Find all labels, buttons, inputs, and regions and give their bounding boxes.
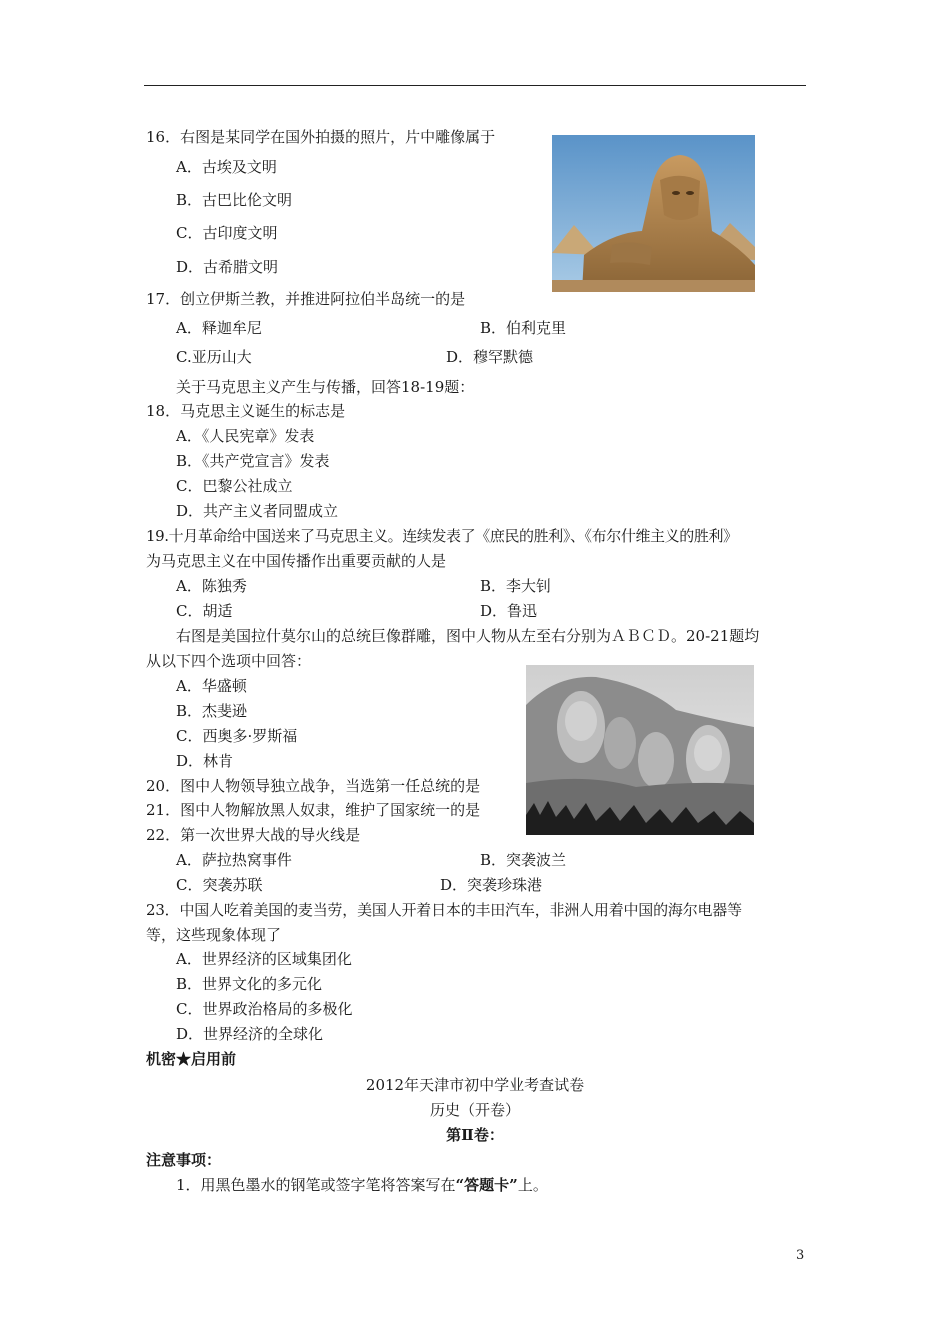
- q22-option-c: C．突袭苏联: [176, 876, 263, 894]
- q22-option-d: D．突袭珍珠港: [440, 876, 543, 894]
- q19-stem-line2: 为马克思主义在中国传播作出重要贡献的人是: [146, 552, 447, 570]
- q17-option-b: B．伯利克里: [480, 319, 567, 337]
- q22-option-b: B．突袭波兰: [480, 851, 567, 869]
- q22-stem: 22．第一次世界大战的导火线是: [146, 826, 361, 844]
- q16-stem: 16．右图是某同学在国外拍摄的照片，片中雕像属于: [146, 128, 496, 146]
- q22-option-a: A．萨拉热窝事件: [176, 851, 292, 869]
- q23-option-c: C．世界政治格局的多极化: [176, 1000, 353, 1018]
- intro-20-21-line2: 从以下四个选项中回答：: [146, 652, 312, 670]
- q23-option-b: B．世界文化的多元化: [176, 975, 323, 993]
- notice-heading: 注意事项：: [146, 1151, 222, 1169]
- q23-option-a: A．世界经济的区域集团化: [176, 950, 352, 968]
- confidential-mark: 机密★启用前: [146, 1050, 237, 1068]
- intro20-option-c: C．西奥多·罗斯福: [176, 727, 298, 745]
- notice-item-1-post: 上。: [517, 1176, 548, 1194]
- intro-20-21-line1: 右图是美国拉什莫尔山的总统巨像群雕，图中人物从左至右分别为ＡＢＣＤ。20-21题均: [176, 627, 760, 645]
- intro20-option-a: A．华盛顿: [176, 677, 247, 695]
- mount-rushmore-photo: [526, 665, 754, 835]
- q16-option-c: C．古印度文明: [176, 224, 278, 242]
- q23-stem-line1: 23．中国人吃着美国的麦当劳，美国人开着日本的丰田汽车，非洲人用着中国的海尔电器等: [146, 901, 742, 919]
- intro20-option-b: B．杰斐逊: [176, 702, 248, 720]
- notice-item-1-pre: 1．用黑色墨水的钢笔或签字笔将答案写在: [176, 1176, 456, 1194]
- q23-stem-line2: 等，这些现象体现了: [146, 926, 282, 944]
- q21-stem: 21．图中人物解放黑人奴隶，维护了国家统一的是: [146, 801, 481, 819]
- q18-option-b: B．《共产党宣言》发表: [176, 452, 330, 470]
- q19-option-c: C．胡适: [176, 602, 233, 620]
- q16-option-b: B．古巴比伦文明: [176, 191, 293, 209]
- q17-option-c: C.亚历山大: [176, 348, 252, 366]
- intro20-option-d: D．林肯: [176, 752, 234, 770]
- q23-option-d: D．世界经济的全球化: [176, 1025, 324, 1043]
- page-number: 3: [796, 1248, 805, 1263]
- intro-18-19: 关于马克思主义产生与传播，回答18-19题：: [176, 378, 475, 396]
- q19-stem-line1: 19.十月革命给中国送来了马克思主义。连续发表了《庶民的胜利》、《布尔什维主义的胜利》: [146, 527, 738, 545]
- q18-stem: 18．马克思主义诞生的标志是: [146, 402, 346, 420]
- q18-option-a: A．《人民宪章》发表: [176, 427, 315, 445]
- header-rule: [144, 85, 806, 86]
- q17-option-d: D．穆罕默德: [446, 348, 534, 366]
- q17-option-a: A．释迦牟尼: [176, 319, 262, 337]
- q16-option-a: A．古埃及文明: [176, 158, 277, 176]
- paper-part: 第Ⅱ卷：: [446, 1126, 504, 1144]
- notice-item-1: [176, 1175, 548, 1195]
- q19-option-b: B．李大钊: [480, 577, 552, 595]
- q19-option-d: D．鲁迅: [480, 602, 538, 620]
- notice-item-1-emphasis: “答题卡”: [455, 1176, 518, 1194]
- q19-option-a: A．陈独秀: [176, 577, 247, 595]
- sphinx-photo: [552, 135, 755, 292]
- q18-option-d: D．共产主义者同盟成立: [176, 502, 339, 520]
- exam-title: 2012年天津市初中学业考查试卷: [365, 1076, 585, 1094]
- q18-option-c: C．巴黎公社成立: [176, 477, 293, 495]
- q17-stem: 17．创立伊斯兰教，并推进阿拉伯半岛统一的是: [146, 290, 466, 308]
- exam-subtitle: 历史（开卷）: [429, 1101, 520, 1119]
- q16-option-d: D．古希腊文明: [176, 258, 279, 276]
- q20-stem: 20．图中人物领导独立战争，当选第一任总统的是: [146, 777, 481, 795]
